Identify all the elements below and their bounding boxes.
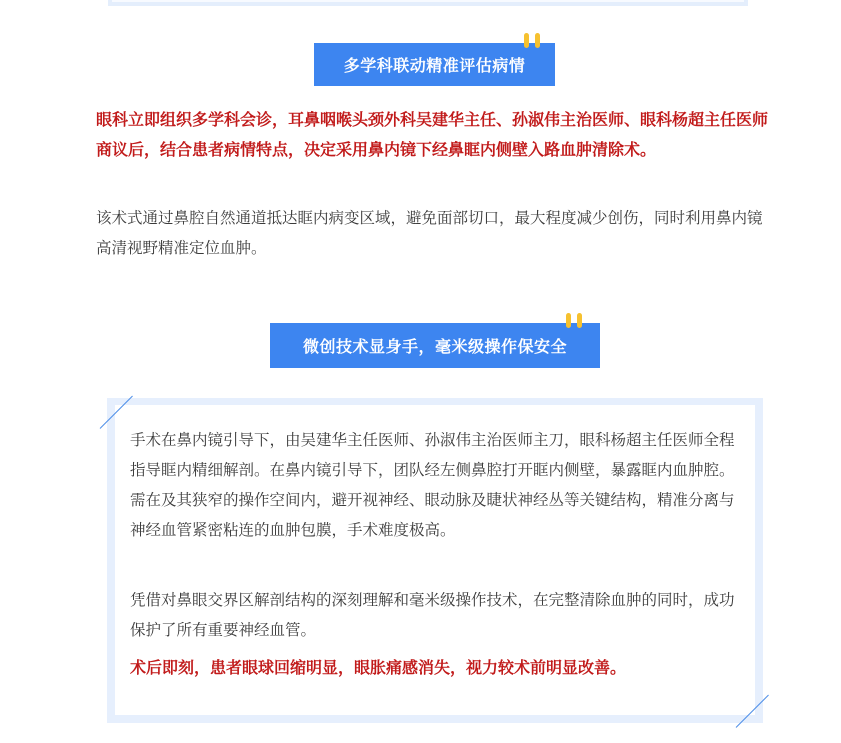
highlight-paragraph: 术后即刻，患者眼球回缩明显，眼胀痛感消失，视力较术前明显改善。	[130, 658, 627, 677]
body-paragraph: 凭借对鼻眼交界区解剖结构的深刻理解和毫米级操作技术，在完整清除血肿的同时，成功保护了所有重要神经血管。	[130, 591, 735, 639]
section-title-badge	[270, 323, 600, 368]
pin-icon	[524, 33, 529, 48]
section-title: 多学科联动精准评估病情	[343, 56, 526, 75]
top-frame-border	[108, 0, 748, 6]
body-paragraph: 该术式通过鼻腔自然通道抵达眶内病变区域，避免面部切口，最大程度减少创伤，同时利用鼻内镜高清视野精准定位血肿。	[96, 209, 763, 257]
pin-icon	[566, 313, 571, 328]
section-title-badge	[314, 43, 555, 86]
pin-icon	[535, 33, 540, 48]
highlight-paragraph: 眼科立即组织多学科会诊，耳鼻咽喉头颈外科吴建华主任、孙淑伟主治医师、眼科杨超主任医师商议后，结合患者病情特点，决定采用鼻内镜下经鼻眶内侧壁入路血肿清除术。	[96, 110, 769, 159]
body-paragraph: 手术在鼻内镜引导下，由吴建华主任医师、孙淑伟主治医师主刀，眼科杨超主任医师全程指导眶内精细解剖。在鼻内镜引导下，团队经左侧鼻腔打开眶内侧壁，暴露眶内血肿腔。需在及其狭窄的操作空间内，避开视神经、眼动脉及睫状神经丛等关键结构，精准分离与神经血管紧密粘连的血肿包膜，手术难度极高。	[130, 431, 735, 539]
pin-icon	[577, 313, 582, 328]
section-title: 微创技术显身手，毫米级操作保安全	[302, 337, 567, 356]
